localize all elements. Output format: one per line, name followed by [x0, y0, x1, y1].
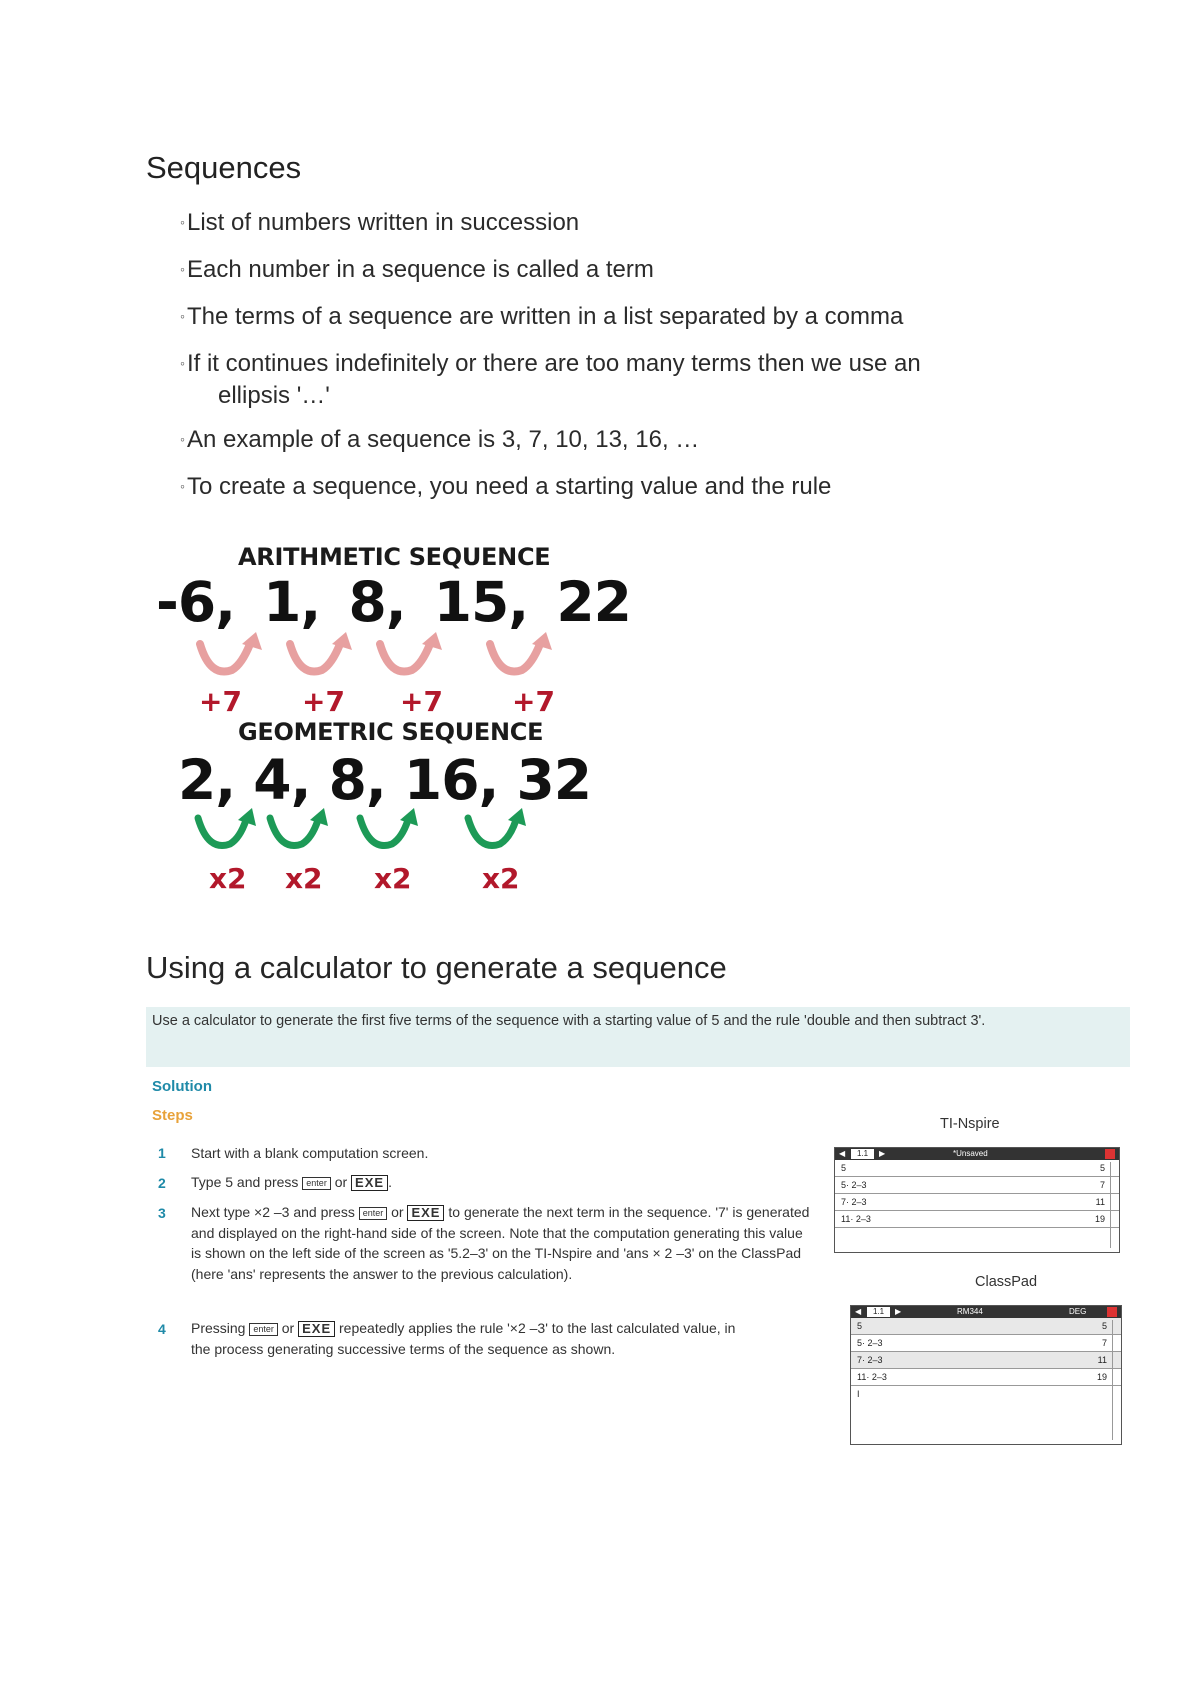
arrow-arc [360, 818, 408, 846]
step-text [191, 1143, 811, 1164]
row-right: 7 [1099, 1180, 1105, 1190]
classpad-label: ClassPad [975, 1274, 1038, 1290]
list-item-text: Each number in a sequence is called a term [186, 256, 654, 283]
geometric-step-label: x2 [209, 862, 247, 895]
tab-left-arrow-icon: ◀ [839, 1149, 846, 1158]
arrow-arc [200, 644, 250, 672]
step-text-part: Pressing [191, 1320, 250, 1336]
step-text [191, 1318, 751, 1359]
tab-right-arrow-icon: ▶ [879, 1149, 886, 1158]
table-row [851, 1369, 1121, 1386]
bullet-marker: ◦ [180, 308, 185, 324]
step-number: 3 [158, 1205, 166, 1221]
angle-mode: DEG [1069, 1307, 1087, 1316]
geometric-step-label: x2 [285, 862, 323, 895]
list-item [176, 472, 1056, 504]
solution-heading: Solution [152, 1078, 212, 1095]
row-right: 11 [1097, 1355, 1107, 1365]
arithmetic-step-label: +7 [512, 685, 555, 718]
section-title: Using a calculator to generate a sequence [146, 950, 727, 985]
step-text-part: . [388, 1174, 392, 1190]
list-item [176, 425, 1056, 457]
list-item [176, 208, 1056, 240]
row-right: 5 [1101, 1321, 1107, 1331]
table-row [851, 1352, 1121, 1369]
step-text-part: Start with a blank computation screen. [191, 1145, 429, 1161]
tinspire-screen [834, 1147, 1120, 1253]
tab-1-1[interactable]: 1.1 [867, 1307, 890, 1317]
row-left: 5· 2–3 [841, 1180, 867, 1190]
step-text-part: or [277, 1320, 299, 1336]
arrow-arc [490, 644, 540, 672]
list-item-text: The terms of a sequence are written in a list separated by a comma [186, 303, 904, 330]
arrow-arc [290, 644, 340, 672]
bullet-marker: ◦ [180, 214, 185, 230]
row-right: 7 [1101, 1338, 1107, 1348]
steps-heading: Steps [152, 1107, 193, 1124]
geometric-arrows [190, 808, 550, 858]
row-right: 11 [1095, 1197, 1105, 1207]
table-row [851, 1318, 1121, 1335]
close-icon[interactable] [1105, 1149, 1115, 1159]
arrow-arc [380, 644, 430, 672]
arrow-arc [468, 818, 516, 846]
bullet-marker: ◦ [180, 261, 185, 277]
step-text-part: to generate the next term in the sequence. '7' is generated and displayed on the right-hand side of the screen. Note that the computation generating this value is shown on the left side of the screen as '5.2–3' on the TI-Nspire and 'ans × 2 –3' on the ClassPad (here 'ans' represents the answer to the previous calculation). [191, 1204, 810, 1282]
classpad-screen [850, 1305, 1122, 1445]
list-item-text: An example of a sequence is 3, 7, 10, 13, 16, … [186, 426, 700, 453]
list-item [176, 302, 1056, 334]
arithmetic-sequence-terms: -6, 1, 8, 15, 22 [156, 570, 631, 634]
geometric-sequence-title: GEOMETRIC SEQUENCE [238, 718, 544, 746]
list-item [176, 255, 1056, 287]
geometric-step-label: x2 [482, 862, 520, 895]
step-text-part: Next type ×2 –3 and press [191, 1204, 359, 1220]
problem-text: Use a calculator to generate the first five terms of the sequence with a starting value of 5 and the rule 'double and then subtract 3'. [152, 1013, 986, 1029]
table-row [835, 1211, 1119, 1228]
tab-right-arrow-icon: ▶ [895, 1307, 902, 1316]
row-left: 11· 2–3 [841, 1214, 871, 1224]
classpad-title-bar [851, 1306, 1121, 1318]
step-text-part: Type 5 and press [191, 1174, 303, 1190]
arrow-arc [198, 818, 246, 846]
geometric-sequence-terms: 2, 4, 8, 16, 32 [178, 748, 592, 812]
enter-key-icon: enter [359, 1207, 388, 1220]
step-text-part: or [387, 1204, 408, 1220]
bullet-marker: ◦ [180, 478, 185, 494]
arithmetic-arrows [180, 630, 600, 680]
step-text-part: repeatedly applies the rule '×2 –3' to the last calculated value, in the process generating successive terms of the sequence as shown. [191, 1320, 736, 1357]
list-item-text: To create a sequence, you need a starting value and the rule [186, 473, 832, 500]
mode-indicator: RM344 [957, 1307, 983, 1316]
list-item [176, 349, 1056, 410]
tinspire-title-bar [835, 1148, 1119, 1160]
step-text [191, 1202, 811, 1284]
row-left: 11· 2–3 [857, 1372, 887, 1382]
arithmetic-step-label: +7 [199, 685, 242, 718]
row-left: 5· 2–3 [857, 1338, 883, 1348]
exe-key-icon: EXE [298, 1321, 335, 1337]
exe-key-icon: EXE [351, 1175, 388, 1191]
scrollbar[interactable] [1110, 1162, 1117, 1248]
table-row [835, 1177, 1119, 1194]
geometric-step-label: x2 [374, 862, 412, 895]
enter-key-icon: enter [302, 1177, 331, 1190]
row-left: 7· 2–3 [857, 1355, 883, 1365]
arithmetic-sequence-title: ARITHMETIC SEQUENCE [238, 543, 551, 571]
step-text-part: or [330, 1174, 352, 1190]
row-right: 19 [1094, 1214, 1105, 1224]
bullet-marker: ◦ [180, 431, 185, 447]
step-number: 2 [158, 1175, 166, 1191]
scrollbar[interactable] [1112, 1320, 1119, 1440]
tab-1-1[interactable]: 1.1 [851, 1149, 874, 1159]
list-item-text: If it continues indefinitely or there are too many terms then we use an [186, 350, 921, 377]
table-row [835, 1160, 1119, 1177]
input-cursor[interactable]: I [857, 1389, 860, 1399]
close-icon[interactable] [1107, 1307, 1117, 1317]
step-number: 4 [158, 1321, 166, 1337]
tab-left-arrow-icon: ◀ [855, 1307, 862, 1316]
row-right: 19 [1096, 1372, 1107, 1382]
row-right: 5 [1099, 1163, 1105, 1173]
enter-key-icon: enter [249, 1323, 278, 1336]
tinspire-label: TI-Nspire [940, 1116, 1000, 1132]
arrow-arc [270, 818, 318, 846]
page-title: Sequences [146, 150, 302, 185]
list-item-continuation: ellipsis '…' [218, 382, 330, 409]
step-text [191, 1172, 811, 1193]
bullet-list [176, 208, 1056, 519]
exe-key-icon: EXE [407, 1205, 444, 1221]
row-left: 5 [857, 1321, 863, 1331]
arithmetic-step-label: +7 [302, 685, 345, 718]
table-row [851, 1335, 1121, 1352]
table-row [835, 1194, 1119, 1211]
document-name: *Unsaved [953, 1149, 988, 1158]
bullet-marker: ◦ [180, 355, 185, 371]
row-left: 7· 2–3 [841, 1197, 867, 1207]
arithmetic-step-label: +7 [400, 685, 443, 718]
row-left: 5 [841, 1163, 847, 1173]
list-item-text: List of numbers written in succession [186, 209, 580, 236]
step-number: 1 [158, 1145, 166, 1161]
